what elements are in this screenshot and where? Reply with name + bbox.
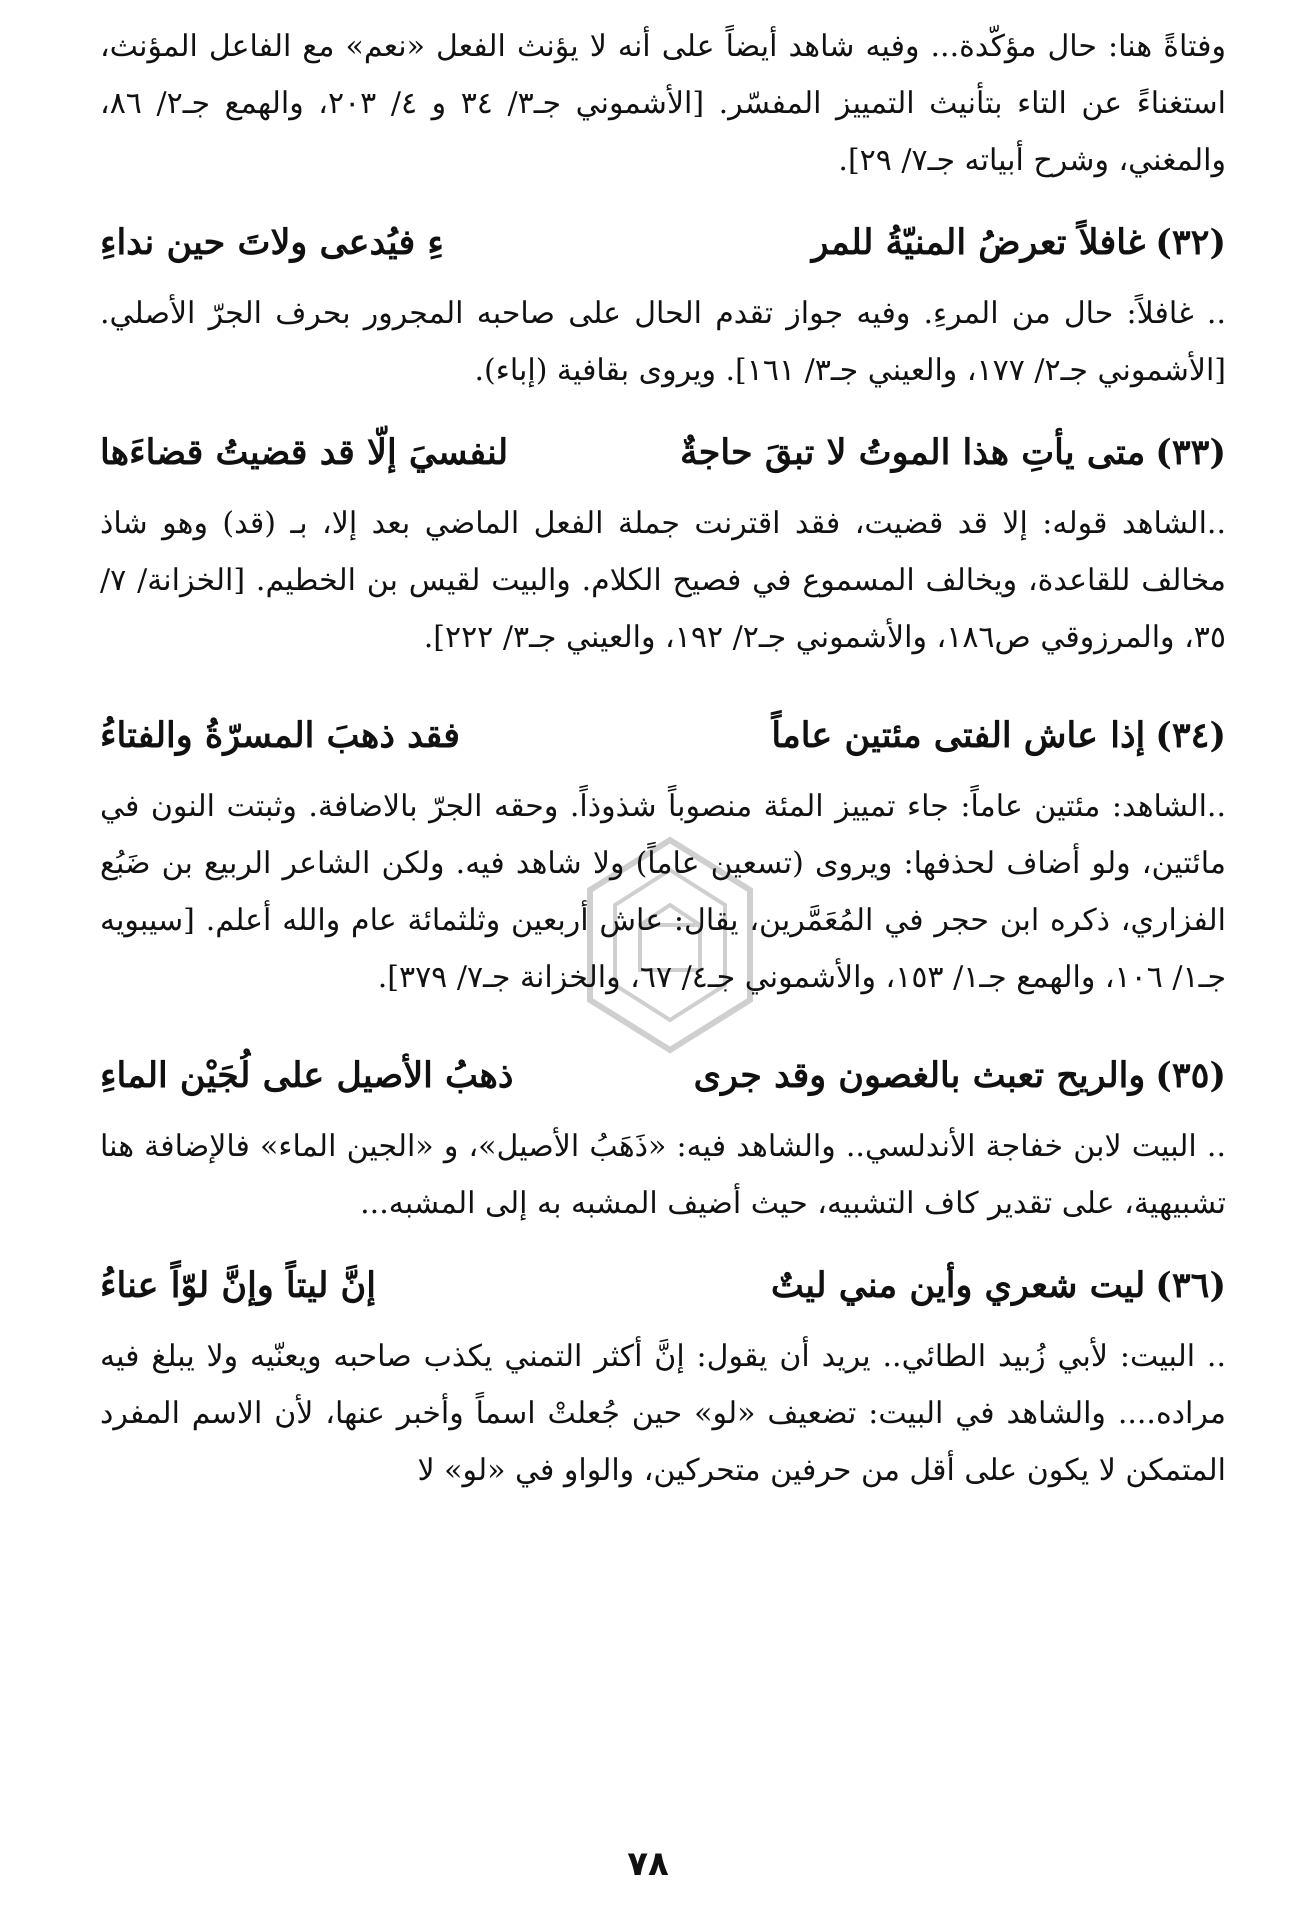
verse-first-hemistich: إذا عاش الفتى مئتين عاماً	[771, 715, 1146, 756]
commentary-32: .. غافلاً: حال من المرءِ. وفيه جواز تقدم الحال على صاحبه المجرور بحرف الجرّ الأصلي. [الأشموني جـ٢/ ١٧٧، والعيني جـ٣/ ١٦١]. ويروى بقافية (إباء).	[100, 296, 1227, 388]
verse-second-hemistich: ذهبُ الأصيل على لُجَيْن الماءِ	[100, 1055, 514, 1096]
commentary-36: .. البيت: لأبي زُبيد الطائي.. يريد أن يقول: إنَّ أكثر التمني يكذب صاحبه ويعنّيه ولا يبلغ فيه مراده.... والشاهد في البيت: تضعيف «لو» حين جُعلتْ اسماً وأخبر عنها، لأن الاسم المفرد المتمكن لا يكون على أقل من حرفين متحركين، والواو في «لو» لا	[100, 1339, 1226, 1488]
verse-34	[100, 700, 1226, 760]
verse-first-hemistich: غافلاً تعرضُ المنيّةُ للمر	[811, 222, 1146, 263]
intro-paragraph: وفتاةً هنا: حال مؤكّدة... وفيه شاهد أيضاً على أنه لا يؤنث الفعل «نعم» مع الفاعل المؤنث، استغناءً عن التاء بتأنيث التمييز المفسّر. [الأشموني جـ٣/ ٣٤ و ٤/ ٢٠٣، والهمع جـ٢/ ٨٦، والمغني، وشرح أبياته جـ٧/ ٢٩].	[100, 29, 1226, 178]
verse-number: (٣٥)	[1155, 1055, 1226, 1096]
verse-36	[100, 1250, 1226, 1310]
commentary-35: .. البيت لابن خفاجة الأندلسي.. والشاهد فيه: «ذَهَبُ الأصيل»، و «الجين الماء» فالإضافة هنا تشبيهية، على تقدير كاف التشبيه، حيث أضيف المشبه به إلى المشبه...	[100, 1129, 1226, 1221]
commentary-34: ..الشاهد: مئتين عاماً: جاء تمييز المئة منصوباً شذوذاً. وحقه الجرّ بالاضافة. وثبتت النون في مائتين، ولو أضاف لحذفها: ويروى (تسعين عاماً) ولا شاهد فيه. ولكن الشاعر الربيع بن ضَبُع الفزاري، ذكره ابن حجر في المُعَمَّرين، يقال: عاش أربعين وثلثمائة عام والله أعلم. [سيبويه جـ١/ ١٠٦، والهمع جـ١/ ١٥٣، والأشموني جـ٤/ ٦٧، والخزانة جـ٧/ ٣٧٩].	[100, 789, 1226, 995]
verse-number: (٣٢)	[1155, 222, 1226, 263]
verse-second-hemistich: فقد ذهبَ المسرّةُ والفتاءُ	[100, 715, 460, 756]
verse-second-hemistich: لنفسيَ إلّا قد قضيتُ قضاءَها	[100, 432, 509, 473]
verse-33	[100, 417, 1226, 477]
page-number: ٧٨	[627, 1844, 669, 1884]
verse-second-hemistich: ءِ فيُدعى ولاتَ حين نداءِ	[100, 222, 444, 263]
verse-number: (٣٣)	[1155, 432, 1226, 473]
verse-number: (٣٤)	[1155, 715, 1226, 756]
verse-first-hemistich: متى يأتِ هذا الموتُ لا تبقَ حاجةٌ	[679, 432, 1146, 473]
verse-32	[100, 207, 1226, 267]
verse-first-hemistich: ليت شعري وأين مني ليتٌ	[770, 1265, 1146, 1306]
page-content	[100, 18, 1226, 1499]
verse-number: (٣٦)	[1155, 1265, 1226, 1306]
commentary-33: ..الشاهد قوله: إلا قد قضيت، فقد اقترنت جملة الفعل الماضي بعد إلا، بـ (قد) وهو شاذ مخالف للقاعدة، ويخالف المسموع في فصيح الكلام. والبيت لقيس بن الخطيم. [الخزانة/ ٧/ ٣٥، والمرزوقي ص١٨٦، والأشموني جـ٢/ ١٩٢، والعيني جـ٣/ ٢٢٢].	[100, 506, 1226, 655]
verse-35	[100, 1040, 1226, 1100]
verse-second-hemistich: إنَّ ليتاً وإنَّ لوّاً عناءُ	[100, 1265, 376, 1306]
verse-first-hemistich: والريح تعبث بالغصون وقد جرى	[693, 1055, 1146, 1096]
